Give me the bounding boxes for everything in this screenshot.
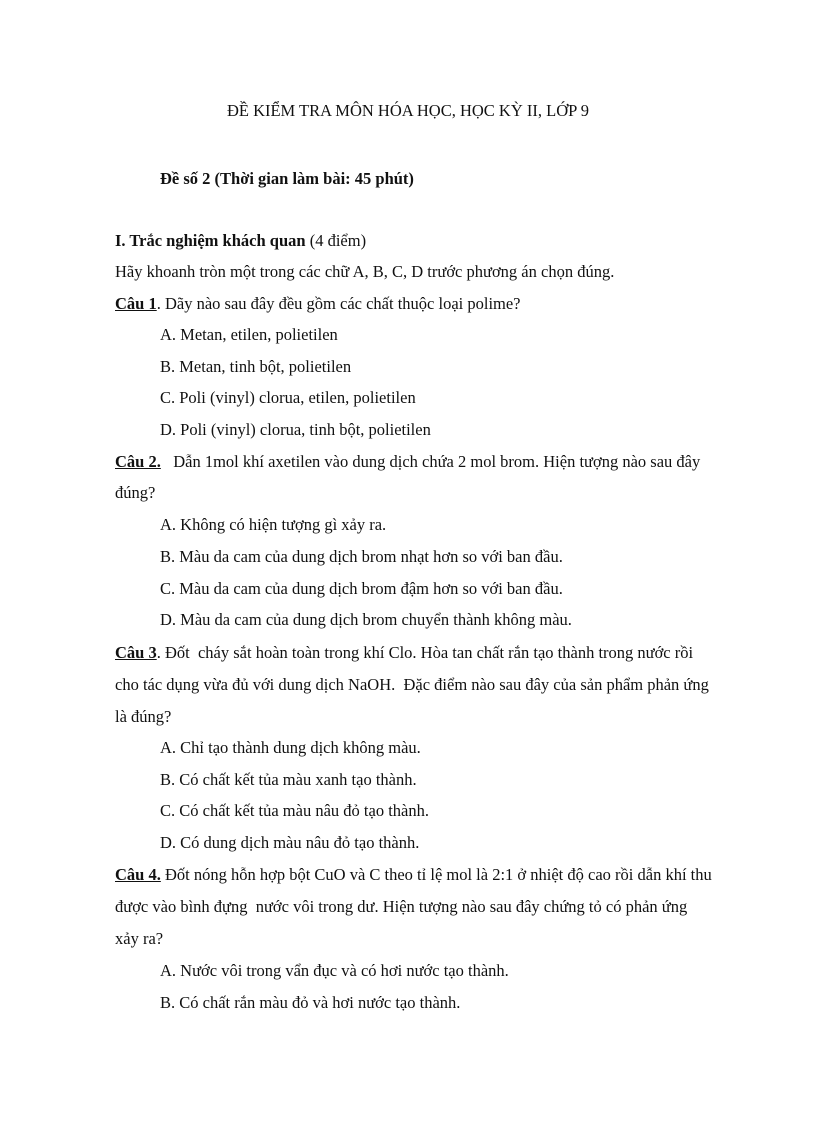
question-2-option-a[interactable]: A. Không có hiện tượng gì xảy ra. xyxy=(160,515,387,534)
question-3-line-1 xyxy=(115,643,693,663)
question-3-option-d[interactable]: D. Có dung dịch màu nâu đỏ tạo thành. xyxy=(160,833,420,852)
question-1-option-b[interactable]: B. Metan, tinh bột, polietilen xyxy=(160,357,352,376)
question-2-label: Câu 2. xyxy=(115,452,161,471)
question-2-line-1 xyxy=(115,452,700,472)
question-4-text: Đốt nóng hỗn hợp bột CuO và C theo tỉ lệ mol là 2:1 ở nhiệt độ cao rồi dẫn khí thu xyxy=(160,865,712,884)
question-1-option-a[interactable]: A. Metan, etilen, polietilen xyxy=(160,325,338,344)
question-3-line-2: cho tác dụng vừa đủ với dung dịch NaOH. Đặc điểm nào sau đây của sản phẩm phản ứng xyxy=(115,675,709,694)
question-1-text: . Dãy nào sau đây đều gồm các chất thuộc loại polime? xyxy=(156,294,521,313)
section-points: (4 điểm) xyxy=(305,231,367,250)
question-2-option-c[interactable]: C. Màu da cam của dung dịch brom đậm hơn so với ban đầu. xyxy=(160,579,563,598)
question-4-option-a[interactable]: A. Nước vôi trong vẩn đục và có hơi nước tạo thành. xyxy=(160,961,509,980)
question-3-label: Câu 3 xyxy=(115,643,157,662)
question-4-label: Câu 4. xyxy=(115,865,161,884)
question-2-option-b[interactable]: B. Màu da cam của dung dịch brom nhạt hơn so với ban đầu. xyxy=(160,547,563,566)
question-3-option-a[interactable]: A. Chỉ tạo thành dung dịch không màu. xyxy=(160,738,421,757)
question-4-option-b[interactable]: B. Có chất rắn màu đỏ và hơi nước tạo thành. xyxy=(160,993,461,1012)
section-instruction: Hãy khoanh tròn một trong các chữ A, B, C, D trước phương án chọn đúng. xyxy=(115,262,615,281)
question-4-line-1 xyxy=(115,865,712,885)
question-1-option-c[interactable]: C. Poli (vinyl) clorua, etilen, polietilen xyxy=(160,388,416,407)
exam-title: ĐỀ KIỂM TRA MÔN HÓA HỌC, HỌC KỲ II, LỚP 9 xyxy=(226,101,590,120)
section-heading: I. Trắc nghiệm khách quan xyxy=(115,231,306,250)
question-4-line-3: xảy ra? xyxy=(115,929,164,948)
question-3-option-b[interactable]: B. Có chất kết tủa màu xanh tạo thành. xyxy=(160,770,417,789)
question-2-text: Dẫn 1mol khí axetilen vào dung dịch chứa 2 mol brom. Hiện tượng nào sau đây xyxy=(160,452,701,471)
question-1-line-1 xyxy=(115,294,521,314)
question-2-line-2: đúng? xyxy=(115,483,156,502)
question-3-line-3: là đúng? xyxy=(115,707,172,726)
question-1-option-d[interactable]: D. Poli (vinyl) clorua, tinh bột, polietilen xyxy=(160,420,431,439)
question-3-option-c[interactable]: C. Có chất kết tủa màu nâu đỏ tạo thành. xyxy=(160,801,429,820)
question-1-label: Câu 1 xyxy=(115,294,157,313)
question-4-line-2: được vào bình đựng nước vôi trong dư. Hiện tượng nào sau đây chứng tỏ có phản ứng xyxy=(115,897,688,916)
question-3-text: . Đốt cháy sắt hoàn toàn trong khí Clo. Hòa tan chất rắn tạo thành trong nước rồi xyxy=(156,643,694,662)
exam-subtitle: Đề số 2 (Thời gian làm bài: 45 phút) xyxy=(160,169,414,188)
section-heading-line xyxy=(115,231,366,251)
question-2-option-d[interactable]: D. Màu da cam của dung dịch brom chuyển thành không màu. xyxy=(160,610,572,629)
